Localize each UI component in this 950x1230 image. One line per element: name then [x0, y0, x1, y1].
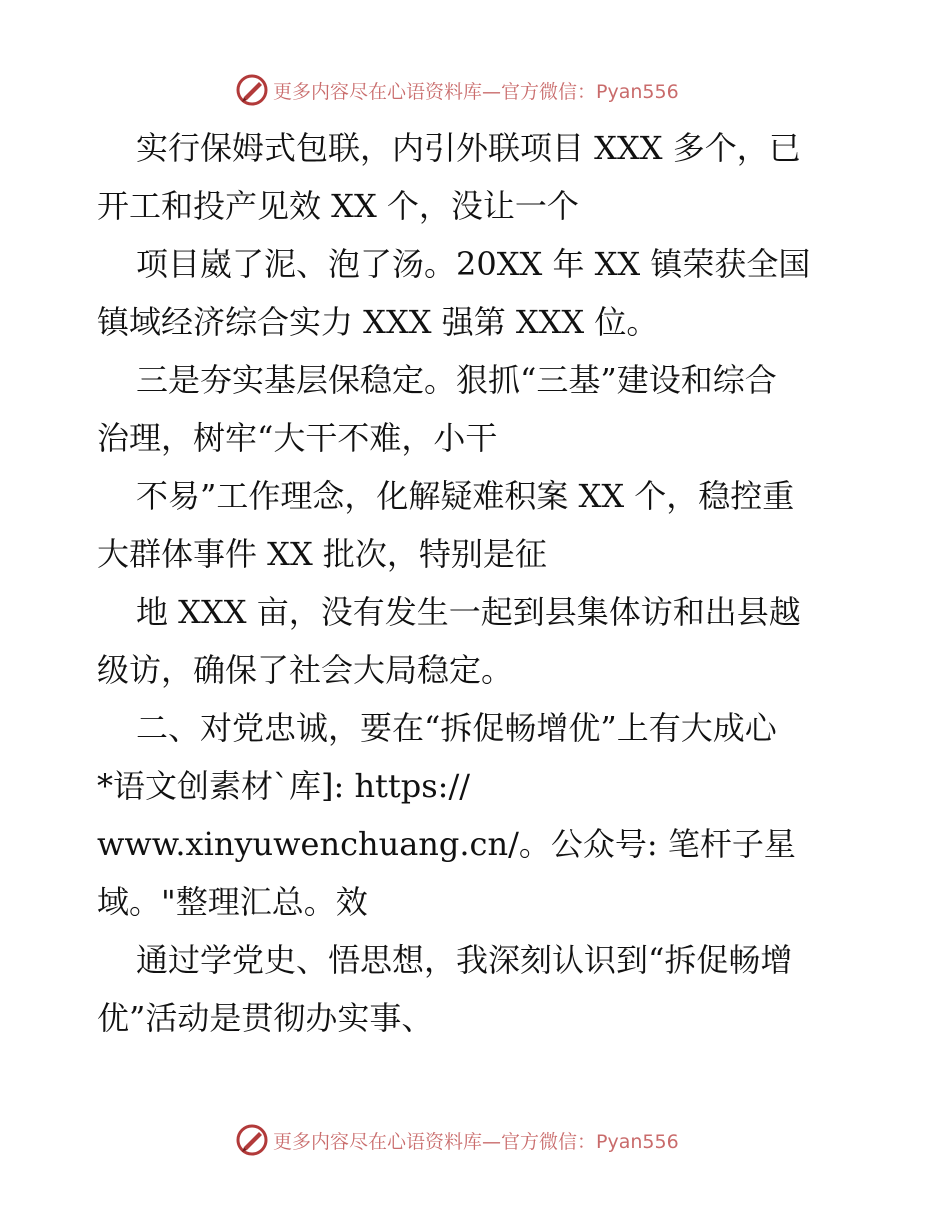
logo-icon: [235, 1123, 269, 1157]
body-line: 优”活动是贯彻办实事、: [97, 999, 434, 1037]
logo-icon: [235, 73, 269, 107]
body-line: 地 XXX 亩，没有发生一起到县集体访和出县越: [136, 593, 801, 631]
body-line: 级访，确保了社会大局稳定。: [97, 651, 514, 689]
header-banner-text: 更多内容尽在心语资料库—官方微信：Pyan556: [273, 80, 679, 103]
body-line: www.xinyuwenchuang.cn/。公众号: 笔杆子星: [97, 825, 796, 863]
footer-banner-text: 更多内容尽在心语资料库—官方微信：Pyan556: [273, 1130, 679, 1153]
body-line: 开工和投产见效 XX 个，没让一个: [97, 187, 579, 225]
body-line: 实行保姆式包联，内引外联项目 XXX 多个，已: [136, 129, 801, 167]
body-line: 不易”工作理念，化解疑难积案 XX 个，稳控重: [136, 477, 795, 515]
body-line: 二、对党忠诚，要在“拆促畅增优”上有大成心: [136, 709, 777, 747]
body-line: 通过学党史、悟思想，我深刻认识到“拆促畅增: [136, 941, 793, 979]
body-line: *语文创素材`库]: https://: [97, 767, 471, 805]
body-line: 项目崴了泥、泡了汤。20XX 年 XX 镇荣获全国: [136, 245, 811, 283]
footer-banner: [235, 1122, 679, 1158]
body-line: 三是夯实基层保稳定。狠抓“三基”建设和综合: [136, 361, 777, 399]
header-banner: [235, 72, 679, 108]
body-line: 治理，树牢“大干不难，小干: [97, 419, 498, 457]
body-line: 镇域经济综合实力 XXX 强第 XXX 位。: [97, 303, 659, 341]
body-line: 域。"整理汇总。效: [97, 883, 368, 921]
body-line: 大群体事件 XX 批次，特别是征: [97, 535, 547, 573]
